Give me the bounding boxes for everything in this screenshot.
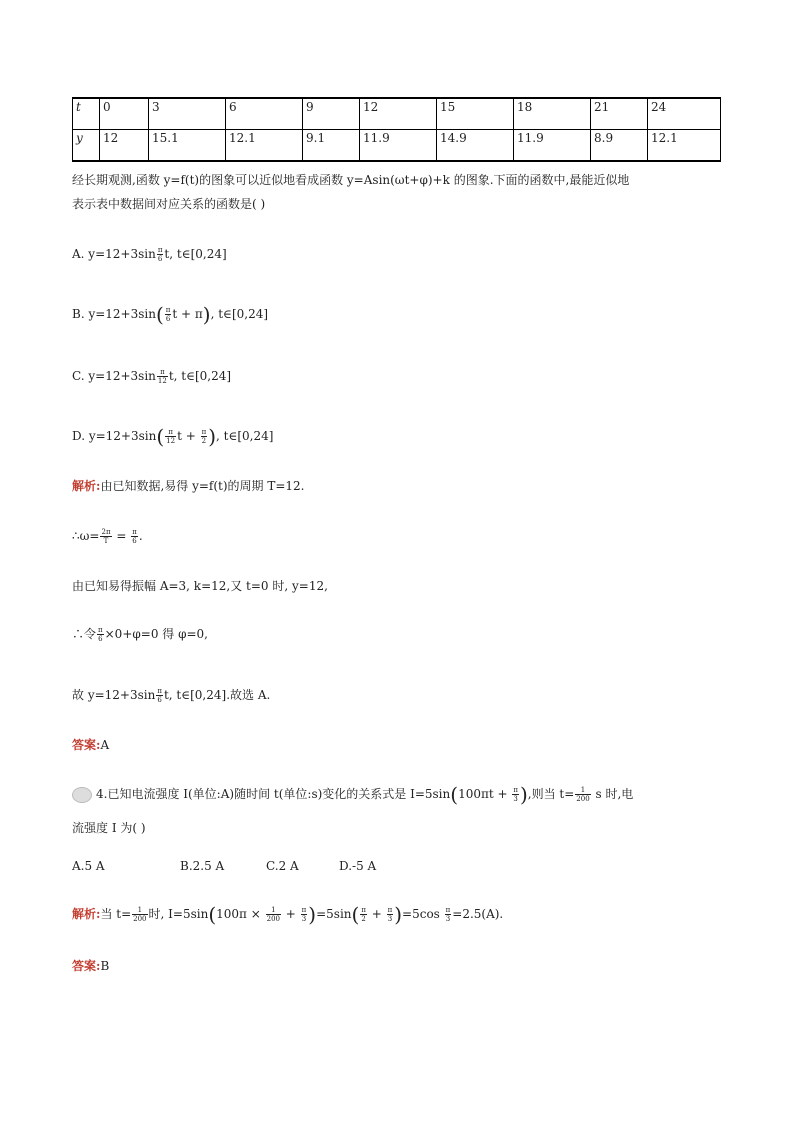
fraction — [131, 528, 138, 545]
fraction — [157, 246, 164, 263]
fraction — [156, 687, 163, 704]
sol-part: =2.5(A). — [452, 907, 504, 921]
numerator: π — [157, 246, 163, 254]
q4-option-b: B.2.5 A — [180, 859, 225, 873]
equals: = — [112, 529, 131, 543]
fraction — [301, 906, 308, 923]
denominator: 6 — [98, 635, 103, 643]
fraction — [387, 906, 394, 923]
denominator: 6 — [165, 315, 171, 323]
sol-part: 100π × — [216, 907, 265, 921]
denominator: 3 — [513, 795, 518, 803]
denominator: 2 — [361, 915, 366, 923]
option-d-prefix: D. y=12+3sin — [72, 429, 157, 443]
omega-prefix: ∴ω= — [72, 529, 100, 543]
y-header: y — [73, 130, 100, 162]
solution-line-5 — [72, 685, 270, 705]
sol-part: =5cos — [402, 907, 444, 921]
let-prefix: ∴令 — [72, 627, 97, 641]
option-d-mid: t + — [177, 429, 200, 443]
sol-part: =5sin — [316, 907, 352, 921]
fraction — [97, 626, 104, 643]
question-4-line-1 — [72, 782, 634, 807]
right-paren: ) — [202, 302, 211, 327]
t-cell: 24 — [648, 98, 721, 130]
denominator: 12 — [166, 437, 176, 445]
answer-1 — [72, 735, 109, 755]
y-cell: 8.9 — [591, 130, 648, 162]
numerator: π — [445, 906, 451, 914]
t-cell: 21 — [591, 98, 648, 130]
left-paren: ( — [351, 902, 360, 927]
answer-value: B — [100, 959, 110, 973]
question-4-line-2: 流强度 I 为( ) — [72, 821, 146, 835]
q4-end: s 时,电 — [591, 787, 634, 801]
solution-label: 解析: — [72, 907, 101, 921]
left-paren: ( — [208, 902, 217, 927]
right-paren: ) — [519, 782, 528, 807]
table-row-y — [73, 130, 721, 162]
answer-label: 答案: — [72, 738, 101, 752]
period-mark: . — [138, 529, 143, 543]
denominator: 3 — [445, 915, 451, 923]
conclusion-prefix: 故 y=12+3sin — [72, 688, 156, 702]
numerator: π — [301, 906, 307, 914]
numerator: π — [98, 626, 103, 634]
y-cell: 12.1 — [648, 130, 721, 162]
q4-option-a: A.5 A — [72, 859, 105, 873]
y-cell: 11.9 — [514, 130, 591, 162]
numerator: π — [157, 687, 162, 695]
option-d — [72, 424, 274, 449]
q4-option-d: D.-5 A — [339, 859, 377, 873]
numerator: 1 — [575, 786, 590, 795]
solution-label: 解析: — [72, 479, 101, 493]
option-b-prefix: B. y=12+3sin — [72, 307, 156, 321]
question-bullet-icon — [72, 787, 92, 803]
fraction — [201, 428, 208, 445]
fraction — [575, 786, 590, 803]
q4-inner: 100πt + — [458, 787, 512, 801]
q4-after: ,则当 t= — [527, 787, 575, 801]
numerator: π — [132, 528, 137, 536]
fraction — [360, 906, 367, 923]
option-a-prefix: A. y=12+3sin — [72, 247, 156, 261]
y-cell: 9.1 — [303, 130, 360, 162]
question-line-2: 表示表中数据间对应关系的函数是( ) — [72, 197, 266, 211]
fraction — [157, 368, 168, 385]
t-cell: 15 — [437, 98, 514, 130]
denominator: 12 — [157, 377, 167, 385]
option-b — [72, 302, 269, 327]
q4-option-c: C.2 A — [266, 859, 299, 873]
solution-line-1 — [72, 476, 305, 496]
sol-part: + — [367, 907, 386, 921]
numerator: π — [361, 906, 366, 914]
left-paren: ( — [156, 424, 165, 449]
table-row-t — [73, 98, 721, 130]
fraction — [512, 786, 519, 803]
answer-label: 答案: — [72, 959, 101, 973]
fraction — [445, 906, 452, 923]
t-header: t — [73, 98, 100, 130]
y-cell: 14.9 — [437, 130, 514, 162]
phi-equation: ×0+φ=0 得 φ=0, — [104, 627, 208, 641]
t-cell: 12 — [360, 98, 437, 130]
right-paren: ) — [208, 424, 217, 449]
t-cell: 6 — [226, 98, 303, 130]
question-4-solution — [72, 902, 504, 927]
numerator: 1 — [266, 906, 281, 915]
option-b-mid: t + π — [172, 307, 203, 321]
t-cell: 9 — [303, 98, 360, 130]
y-cell: 11.9 — [360, 130, 437, 162]
denominator: 3 — [387, 915, 393, 923]
question-4-options — [72, 856, 376, 876]
left-paren: ( — [155, 302, 164, 327]
numerator: π — [513, 786, 518, 794]
fraction — [266, 906, 281, 923]
numerator: 1 — [132, 906, 147, 915]
fraction — [165, 306, 172, 323]
numerator: π — [157, 368, 168, 377]
option-c — [72, 366, 231, 386]
fraction — [132, 906, 147, 923]
t-cell: 3 — [149, 98, 226, 130]
answer-value: A — [100, 738, 110, 752]
numerator: 2π — [101, 528, 111, 536]
denominator: 6 — [157, 696, 162, 704]
sol-part: 时, I=5sin — [148, 907, 209, 921]
numerator: π — [387, 906, 393, 914]
denominator: T — [103, 537, 109, 545]
solution-line-3: 由已知易得振幅 A=3, k=12,又 t=0 时, y=12, — [72, 579, 328, 593]
left-paren: ( — [450, 782, 459, 807]
q4-prefix: 4.已知电流强度 I(单位:A)随时间 t(单位:s)变化的关系式是 I=5sin — [96, 787, 451, 801]
answer-2 — [72, 956, 109, 976]
y-cell: 12 — [100, 130, 149, 162]
option-c-suffix: t, t∈[0,24] — [168, 369, 232, 383]
t-cell: 0 — [100, 98, 149, 130]
option-a-suffix: t, t∈[0,24] — [164, 247, 227, 261]
denominator: 3 — [301, 915, 307, 923]
y-cell: 15.1 — [149, 130, 226, 162]
question-line-1: 经长期观测,函数 y=f(t)的图象可以近似地看成函数 y=Asin(ωt+φ)+k 的图象.下面的函数中,最能近似地 — [72, 173, 630, 187]
solution-text: 由已知数据,易得 y=f(t)的周期 T=12. — [100, 479, 305, 493]
conclusion-suffix: t, t∈[0,24].故选 A. — [163, 688, 271, 702]
fraction — [165, 428, 176, 445]
data-table — [72, 97, 721, 162]
fraction — [100, 528, 111, 545]
right-paren: ) — [308, 902, 317, 927]
sol-part: + — [281, 907, 300, 921]
numerator: π — [201, 428, 207, 436]
denominator: 200 — [576, 795, 590, 803]
right-paren: ) — [394, 902, 403, 927]
option-a — [72, 244, 227, 264]
numerator: π — [165, 428, 176, 437]
option-c-prefix: C. y=12+3sin — [72, 369, 156, 383]
option-b-suffix: , t∈[0,24] — [210, 307, 269, 321]
denominator: 6 — [132, 537, 137, 545]
solution-line-4 — [72, 624, 208, 644]
sol-part: 当 t= — [100, 907, 132, 921]
t-cell: 18 — [514, 98, 591, 130]
solution-line-2 — [72, 526, 143, 546]
y-cell: 12.1 — [226, 130, 303, 162]
denominator: 200 — [133, 915, 147, 923]
denominator: 200 — [266, 915, 280, 923]
denominator: 2 — [201, 437, 207, 445]
numerator: π — [165, 306, 171, 314]
denominator: 6 — [157, 255, 163, 263]
option-d-suffix: , t∈[0,24] — [216, 429, 274, 443]
